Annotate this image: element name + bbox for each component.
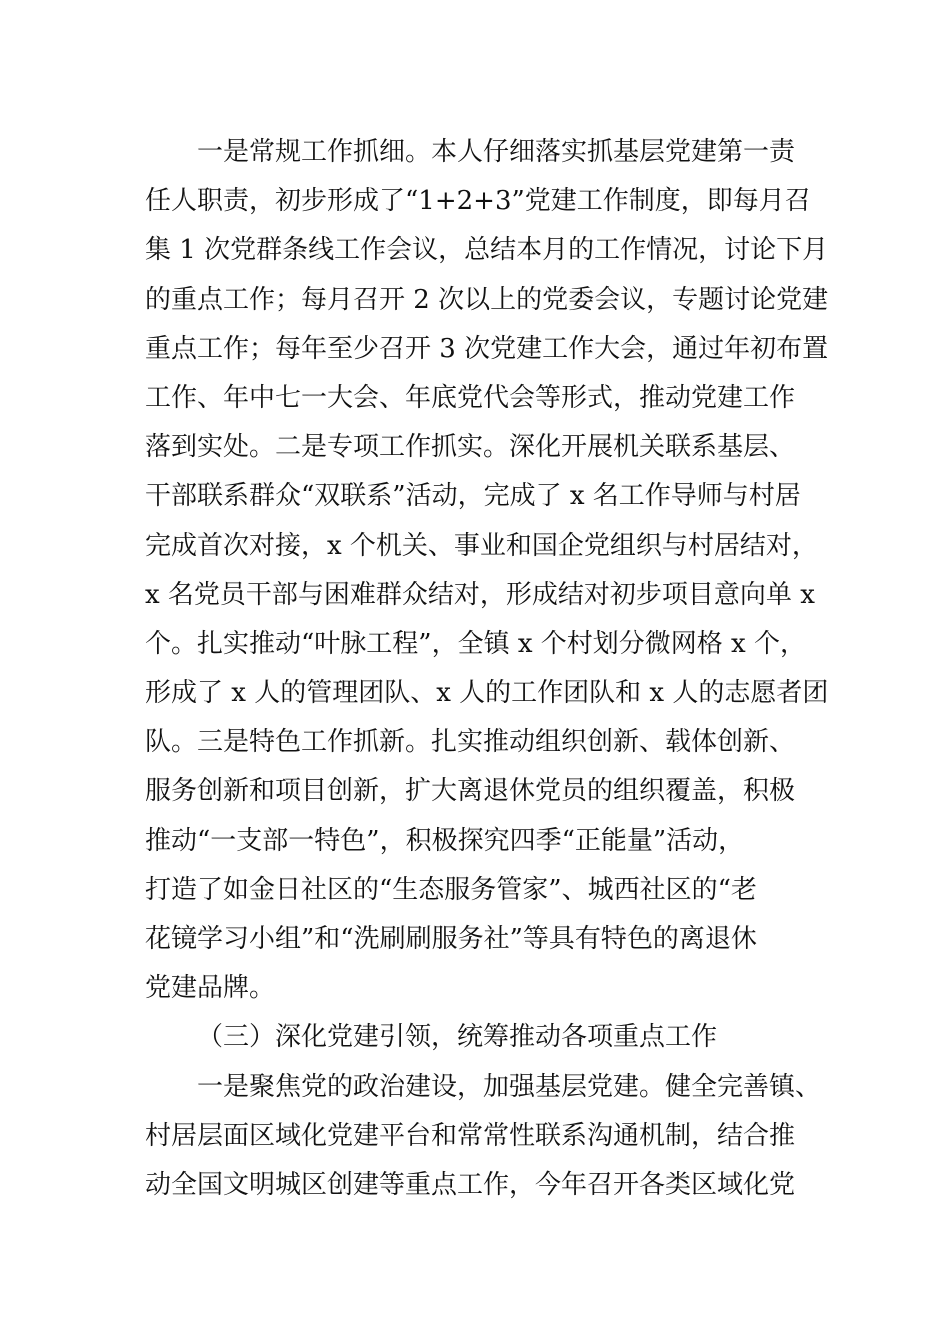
text-line: 任人职责，初步形成了“1+2+3”党建工作制度，即每月召 xyxy=(145,186,811,217)
text-line: 党建品牌。 xyxy=(145,973,276,1004)
text-line: 村居层面区域化党建平台和常常性联系沟通机制，结合推 xyxy=(145,1120,796,1151)
text-line: 重点工作；每年至少召开 3 次党建工作大会，通过年初布置 xyxy=(145,333,829,364)
text-line: 动全国文明城区创建等重点工作，今年召开各类区域化党 xyxy=(145,1169,796,1200)
text-line: 工作、年中七一大会、年底党代会等形式，推动党建工作 xyxy=(145,382,796,413)
text-line: 个。扎实推动“叶脉工程”，全镇 x 个村划分微网格 x 个， xyxy=(145,628,806,659)
text-line: 形成了 x 人的管理团队、x 人的工作团队和 x 人的志愿者团 xyxy=(145,678,829,709)
text-line: 队。三是特色工作抓新。扎实推动组织创新、载体创新、 xyxy=(145,727,796,758)
text-line: 完成首次对接，x 个机关、事业和国企党组织与村居结对， xyxy=(145,530,818,561)
text-line: 落到实处。二是专项工作抓实。深化开展机关联系基层、 xyxy=(145,432,796,463)
body-text xyxy=(145,128,829,1210)
text-line: 花镜学习小组”和“洗刷刷服务社”等具有特色的离退休 xyxy=(145,924,757,954)
text-line: 服务创新和项目创新，扩大离退休党员的组织覆盖，积极 xyxy=(145,776,796,807)
text-line: 集 1 次党群条线工作会议，总结本月的工作情况，讨论下月 xyxy=(145,235,829,266)
text-line: 一是常规工作抓细。本人仔细落实抓基层党建第一责 xyxy=(197,137,796,167)
text-line: x 名党员干部与困难群众结对，形成结对初步项目意向单 x xyxy=(145,579,815,610)
text-line: 干部联系群众“双联系”活动，完成了 x 名工作导师与村居 xyxy=(145,481,801,512)
text-line: 一是聚焦党的政治建设，加强基层党建。健全完善镇、 xyxy=(197,1071,822,1102)
section-heading: （三）深化党建引领，统筹推动各项重点工作 xyxy=(197,1022,718,1053)
text-line: 的重点工作；每月召开 2 次以上的党委会议，专题讨论党建 xyxy=(145,284,829,315)
text-line: 推动“一支部一特色”，积极探究四季“正能量”活动， xyxy=(145,825,745,856)
text-line: 打造了如金日社区的“生态服务管家”、城西社区的“老 xyxy=(145,874,757,905)
